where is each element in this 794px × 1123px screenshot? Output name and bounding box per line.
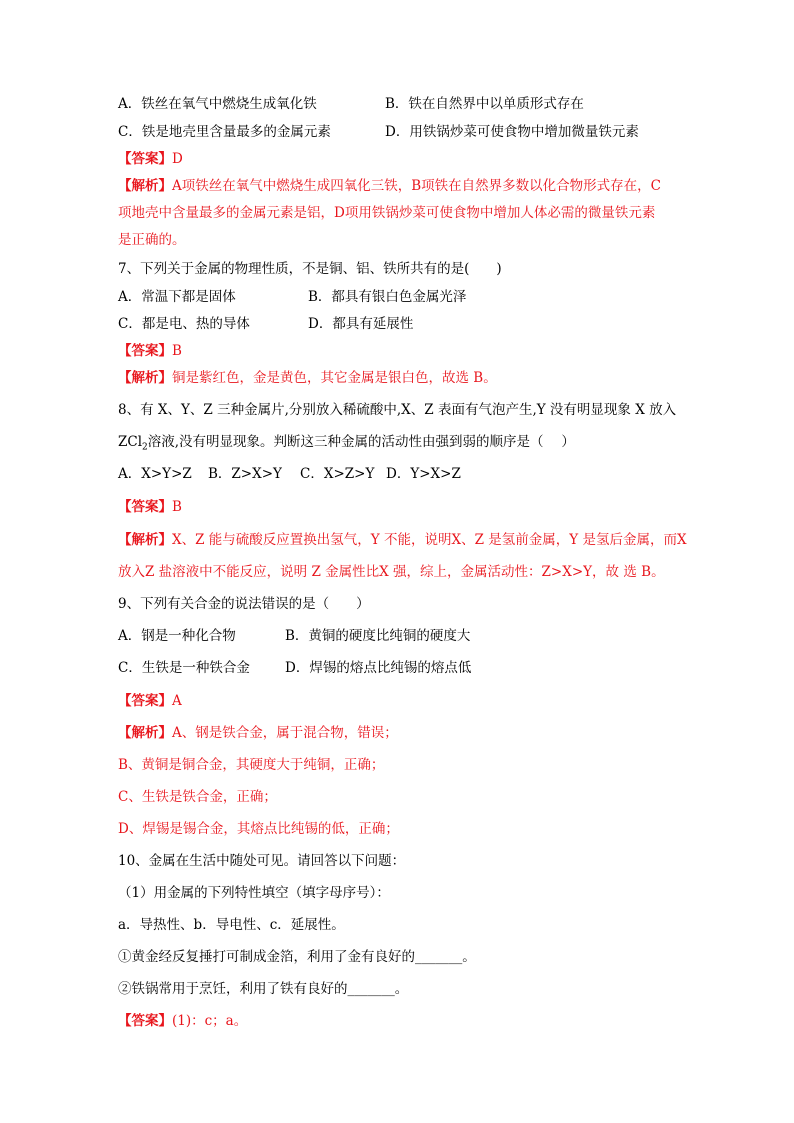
q8-option-c: C．X>Z>Y <box>300 466 375 482</box>
q9-stem: 9、下列有关合金的说法错误的是（ ） <box>118 596 370 612</box>
q9-option-a: A．钢是一种化合物 <box>118 628 236 644</box>
analysis-text: A、钢是铁合金，属于混合物，错误； <box>172 725 398 741</box>
q6-option-b: B．铁在自然界中以单质形式存在 <box>385 96 584 112</box>
answer-text: A <box>172 693 182 709</box>
analysis-tag: 【解析】 <box>118 532 172 548</box>
q8-answer <box>118 497 182 517</box>
q6-options-row1 <box>118 94 584 114</box>
q8-options <box>118 464 461 484</box>
q9-analysis-line2: B、黄铜是铜合金，其硬度大于纯铜，正确； <box>118 757 385 773</box>
q10-item1: ①黄金经反复捶打可制成金箔，利用了金有良好的_______。 <box>118 949 476 965</box>
q8-stem-line1: 8、有 X、Y、Z 三种金属片,分别放入稀硫酸中,X、Z 表面有气泡产生,Y 没有明显现象 X 放入 <box>118 402 677 418</box>
q8-analysis-line1 <box>118 530 687 550</box>
analysis-tag: 【解析】 <box>118 178 172 194</box>
answer-tag: 【答案】 <box>118 343 172 359</box>
q7-options-row1 <box>118 287 467 307</box>
formula-zcl: ZCl <box>118 434 143 450</box>
q7-option-b: B．都具有银白色金属光泽 <box>308 289 467 305</box>
q10-answer <box>118 1011 247 1031</box>
q7-analysis <box>118 368 497 388</box>
analysis-text: 铜是紫红色，金是黄色，其它金属是银白色，故选 B。 <box>172 370 497 386</box>
q8-stem-text: 溶液,没有明显现象。判断这三种金属的活动性由强到弱的顺序是（ ） <box>147 434 575 450</box>
q7-option-d: D．都具有延展性 <box>308 316 414 332</box>
analysis-text: A项铁丝在氧气中燃烧生成四氧化三铁，B项铁在自然界多数以化合物形式存在，C <box>172 178 661 194</box>
q8-option-a: A．X>Y>Z <box>118 466 192 482</box>
answer-tag: 【答案】 <box>118 151 172 167</box>
analysis-tag: 【解析】 <box>118 725 172 741</box>
q6-analysis-line2: 项地壳中含量最多的金属元素是铝，D项用铁锅炒菜可使食物中增加人体必需的微量铁元素 <box>118 205 656 221</box>
q7-stem: 7、下列关于金属的物理性质，不是铜、铝、铁所共有的是( ) <box>118 261 502 277</box>
q9-answer <box>118 691 182 711</box>
analysis-tag: 【解析】 <box>118 370 172 386</box>
answer-text: B <box>172 343 182 359</box>
q10-item2: ②铁锅常用于烹饪，利用了铁有良好的_______。 <box>118 981 409 997</box>
answer-text: D <box>172 151 183 167</box>
q6-option-a: A．铁丝在氧气中燃烧生成氧化铁 <box>118 96 317 112</box>
q9-options-row2 <box>118 658 472 678</box>
answer-tag: 【答案】 <box>118 499 172 515</box>
q10-choices: a．导热性、b．导电性、c．延展性。 <box>118 917 345 933</box>
q8-option-b: B．Z>X>Y <box>208 466 282 482</box>
q9-analysis-line4: D、焊锡是锡合金，其熔点比纯锡的低，正确； <box>118 821 399 837</box>
q9-options-row1 <box>118 626 471 646</box>
q10-stem: 10、金属在生活中随处可见。请回答以下问题： <box>118 853 406 869</box>
q7-option-c: C．都是电、热的导体 <box>118 316 250 332</box>
q6-option-d: D．用铁锅炒菜可使食物中增加微量铁元素 <box>385 124 639 140</box>
q6-analysis-line1 <box>118 176 661 196</box>
q9-option-d: D．焊锡的熔点比纯锡的熔点低 <box>285 660 472 676</box>
q9-analysis-line3: C、生铁是铁合金，正确； <box>118 789 277 805</box>
analysis-text: X、Z 能与硫酸反应置换出氢气，Y 不能，说明X、Z 是氢前金属，Y 是氢后金属，而X <box>172 532 687 548</box>
answer-text: B <box>172 499 182 515</box>
q9-option-c: C．生铁是一种铁合金 <box>118 660 250 676</box>
q8-analysis-line2: 放入Z 盐溶液中不能反应，说明 Z 金属性比X 强，综上，金属活动性：Z>X>Y，故 选 B。 <box>118 564 665 580</box>
answer-tag: 【答案】 <box>118 1013 172 1029</box>
q8-option-d: D．Y>X>Z <box>386 466 461 482</box>
formula-subscript: 2 <box>142 442 148 453</box>
q6-answer <box>118 149 183 169</box>
q10-part1: （1）用金属的下列特性填空（填字母序号）： <box>118 885 390 901</box>
q9-analysis-line1 <box>118 723 398 743</box>
answer-text: (1)：c；a。 <box>172 1013 248 1029</box>
q9-option-b: B．黄铜的硬度比纯铜的硬度大 <box>285 628 471 644</box>
q6-analysis-line3: 是正确的。 <box>118 232 186 248</box>
q7-option-a: A．常温下都是固体 <box>118 289 236 305</box>
q7-options-row2 <box>118 314 414 334</box>
q6-options-row2 <box>118 122 639 142</box>
q6-option-c: C．铁是地壳里含量最多的金属元素 <box>118 124 331 140</box>
q7-answer <box>118 341 182 361</box>
q8-stem-line2 <box>118 432 575 458</box>
answer-tag: 【答案】 <box>118 693 172 709</box>
